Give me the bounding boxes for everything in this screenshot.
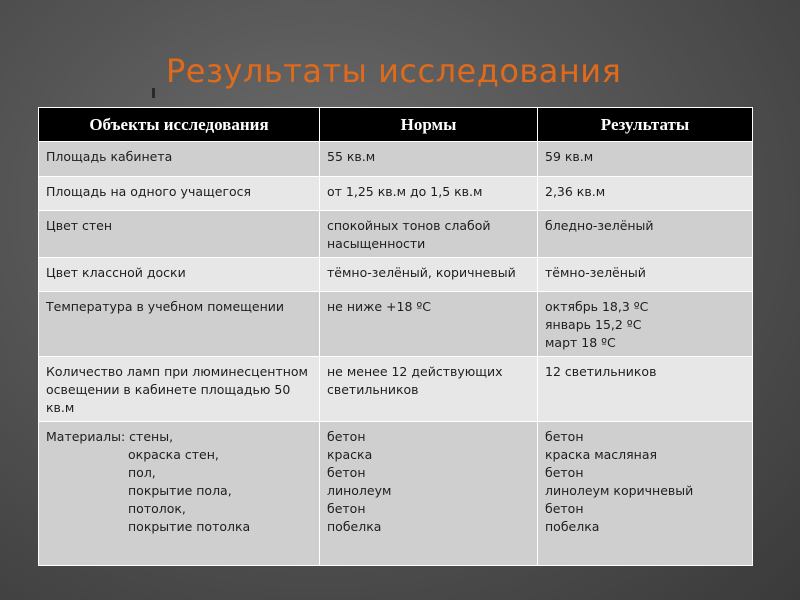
norm-cell-line: от 1,25 кв.м до 1,5 кв.м: [327, 184, 483, 199]
object-cell-line: Количество ламп при люминесцентном: [46, 364, 308, 379]
norm-cell: [320, 142, 538, 177]
norm-cell: [320, 258, 538, 292]
result-cell: [538, 292, 753, 357]
object-cell-line: Температура в учебном помещении: [46, 299, 285, 314]
result-cell-line: бетон: [545, 429, 584, 444]
results-table: [38, 107, 753, 566]
result-cell: [538, 422, 753, 566]
norm-cell: [320, 292, 538, 357]
result-cell-line: побелка: [545, 519, 600, 534]
norm-cell-line: 55 кв.м: [327, 149, 376, 164]
table-row: [39, 177, 753, 211]
object-cell-line: Площадь кабинета: [46, 149, 173, 164]
result-cell-line: октябрь 18,3 ºС: [545, 299, 649, 314]
result-cell-line: бетон: [545, 501, 584, 516]
result-cell: [538, 258, 753, 292]
result-cell-line: март 18 ºС: [545, 335, 616, 350]
object-cell-line: Цвет стен: [46, 218, 113, 233]
result-cell-line: тёмно-зелёный: [545, 265, 646, 280]
header-norms: Нормы: [320, 108, 538, 142]
norm-cell: [320, 422, 538, 566]
object-cell: [39, 211, 320, 258]
result-cell-line: 59 кв.м: [545, 149, 594, 164]
table-row: [39, 292, 753, 357]
result-cell-line: бетон: [545, 465, 584, 480]
result-cell: [538, 177, 753, 211]
object-cell-line: кв.м: [46, 400, 75, 415]
norm-cell: [320, 357, 538, 422]
norm-cell: [320, 177, 538, 211]
norm-cell: [320, 211, 538, 258]
table-row: [39, 211, 753, 258]
result-cell: [538, 211, 753, 258]
result-cell: [538, 142, 753, 177]
table-row: [39, 357, 753, 422]
object-cell: [39, 177, 320, 211]
norm-cell-line: бетон: [327, 501, 366, 516]
table-row: [39, 142, 753, 177]
result-cell-line: 12 светильников: [545, 364, 657, 379]
norm-cell-line: насыщенности: [327, 236, 426, 251]
norm-cell-line: тёмно-зелёный, коричневый: [327, 265, 516, 280]
result-cell-line: линолеум коричневый: [545, 483, 694, 498]
table-row: [39, 422, 753, 566]
slide-title: Результаты исследования: [166, 52, 622, 90]
object-cell-line: покрытие потолка: [128, 519, 251, 534]
result-cell: [538, 357, 753, 422]
header-objects: Объекты исследования: [39, 108, 320, 142]
result-cell-line: бледно-зелёный: [545, 218, 654, 233]
object-cell-line: Площадь на одного учащегося: [46, 184, 252, 199]
result-cell-line: январь 15,2 ºС: [545, 317, 642, 332]
object-cell: [39, 142, 320, 177]
object-cell-line: освещении в кабинете площадью 50: [46, 382, 291, 397]
title-bullet-mark: [152, 88, 155, 98]
table-row: [39, 258, 753, 292]
object-cell-line: покрытие пола,: [128, 483, 232, 498]
norm-cell-line: светильников: [327, 382, 419, 397]
object-cell: [39, 258, 320, 292]
norm-cell-line: бетон: [327, 429, 366, 444]
norm-cell-line: спокойных тонов слабой: [327, 218, 491, 233]
object-cell-line: Цвет классной доски: [46, 265, 186, 280]
object-cell: [39, 292, 320, 357]
norm-cell-line: линолеум: [327, 483, 392, 498]
object-cell: [39, 422, 320, 566]
norm-cell-line: не ниже +18 ºС: [327, 299, 432, 314]
result-cell-line: краска масляная: [545, 447, 658, 462]
object-cell-line: Материалы: стены,: [46, 429, 174, 444]
norm-cell-line: краска: [327, 447, 373, 462]
norm-cell-line: бетон: [327, 465, 366, 480]
norm-cell-line: не менее 12 действующих: [327, 364, 503, 379]
norm-cell-line: побелка: [327, 519, 382, 534]
header-results: Результаты: [538, 108, 753, 142]
object-cell-line: пол,: [128, 465, 156, 480]
object-cell-line: окраска стен,: [128, 447, 219, 462]
table-header-row: [39, 108, 753, 142]
object-cell: [39, 357, 320, 422]
object-cell-line: потолок,: [128, 501, 186, 516]
result-cell-line: 2,36 кв.м: [545, 184, 606, 199]
